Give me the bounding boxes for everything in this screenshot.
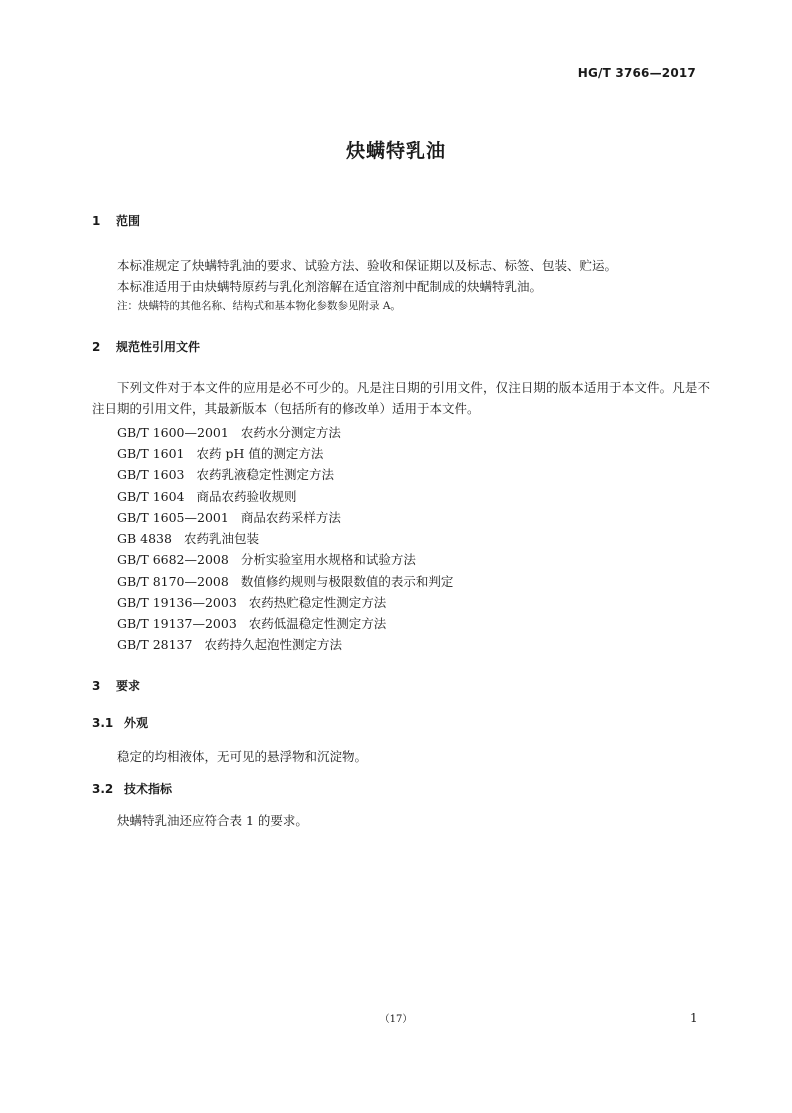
reference-title: 农药持久起泡性测定方法 xyxy=(204,637,342,652)
reference-code: GB/T 6682—2008 xyxy=(117,552,229,567)
section-number: 1 xyxy=(92,214,101,228)
reference-item xyxy=(117,572,453,590)
reference-title: 商品农药采样方法 xyxy=(240,510,341,525)
reference-title: 分析实验室用水规格和试验方法 xyxy=(240,552,416,567)
reference-item xyxy=(117,593,386,611)
reference-item xyxy=(117,508,341,526)
subsection-3-1-heading xyxy=(92,714,148,731)
reference-item xyxy=(117,635,342,653)
reference-code: GB/T 1600—2001 xyxy=(117,425,229,440)
document-title: 炔螨特乳油 xyxy=(345,140,446,162)
reference-title: 商品农药验收规则 xyxy=(196,489,297,504)
reference-title: 农药水分测定方法 xyxy=(240,425,341,440)
section-3-heading xyxy=(92,677,140,694)
reference-item xyxy=(117,614,386,632)
reference-code: GB/T 1605—2001 xyxy=(117,510,229,525)
reference-title: 农药低温稳定性测定方法 xyxy=(248,616,387,631)
page-number: 1 xyxy=(690,1011,698,1025)
reference-code: GB/T 8170—2008 xyxy=(117,574,229,589)
reference-item xyxy=(117,444,323,462)
subsection-title: 技术指标 xyxy=(124,782,173,796)
reference-code: GB/T 19136—2003 xyxy=(117,595,237,610)
subsection-number: 3.2 xyxy=(92,782,114,796)
paragraph: 稳定的均相液体，无可见的悬浮物和沉淀物。 xyxy=(117,749,368,764)
reference-title: 农药 pH 值的测定方法 xyxy=(196,446,324,461)
section-title: 范围 xyxy=(116,214,141,228)
paragraph: 炔螨特乳油还应符合表 1 的要求。 xyxy=(117,813,308,828)
section-title: 要求 xyxy=(116,679,141,693)
section-number: 3 xyxy=(92,679,101,693)
subsection-3-2-heading xyxy=(92,780,172,797)
reference-code: GB 4838 xyxy=(117,531,172,546)
reference-code: GB/T 19137—2003 xyxy=(117,616,237,631)
intro-paragraph: 下列文件对于本文件的应用是必不可少的。凡是注日期的引用文件，仅注日期的版本适用于本文件。凡是不注日期的引用文件，其最新版本（包括所有的修改单）适用于本文件。 xyxy=(92,380,710,416)
paragraph: 本标准规定了炔螨特乳油的要求、试验方法、验收和保证期以及标志、标签、包装、贮运。 xyxy=(117,258,618,273)
reference-title: 农药乳油包装 xyxy=(183,531,259,546)
reference-code: GB/T 28137 xyxy=(117,637,193,652)
reference-item xyxy=(117,465,334,483)
reference-code: GB/T 1604 xyxy=(117,489,185,504)
reference-code: GB/T 1601 xyxy=(117,446,185,461)
section-2-heading xyxy=(92,338,200,355)
reference-title: 数值修约规则与极限数值的表示和判定 xyxy=(240,574,454,589)
reference-code: GB/T 1603 xyxy=(117,467,185,482)
reference-item xyxy=(117,487,297,505)
section-1-heading xyxy=(92,212,140,229)
section-title: 规范性引用文件 xyxy=(116,340,201,354)
subsection-title: 外观 xyxy=(124,716,149,730)
reference-title: 农药乳液稳定性测定方法 xyxy=(196,467,335,482)
reference-item xyxy=(117,529,259,547)
paragraph: 本标准适用于由炔螨特原药与乳化剂溶解在适宜溶剂中配制成的炔螨特乳油。 xyxy=(117,279,543,294)
page-label: （17） xyxy=(379,1014,413,1025)
reference-title: 农药热贮稳定性测定方法 xyxy=(248,595,387,610)
reference-item xyxy=(117,423,341,441)
standard-code: HG/T 3766—2017 xyxy=(577,66,696,80)
section-number: 2 xyxy=(92,340,101,354)
note: 注：炔螨特的其他名称、结构式和基本物化参数参见附录 A。 xyxy=(117,300,401,312)
subsection-number: 3.1 xyxy=(92,716,114,730)
reference-item xyxy=(117,550,416,568)
